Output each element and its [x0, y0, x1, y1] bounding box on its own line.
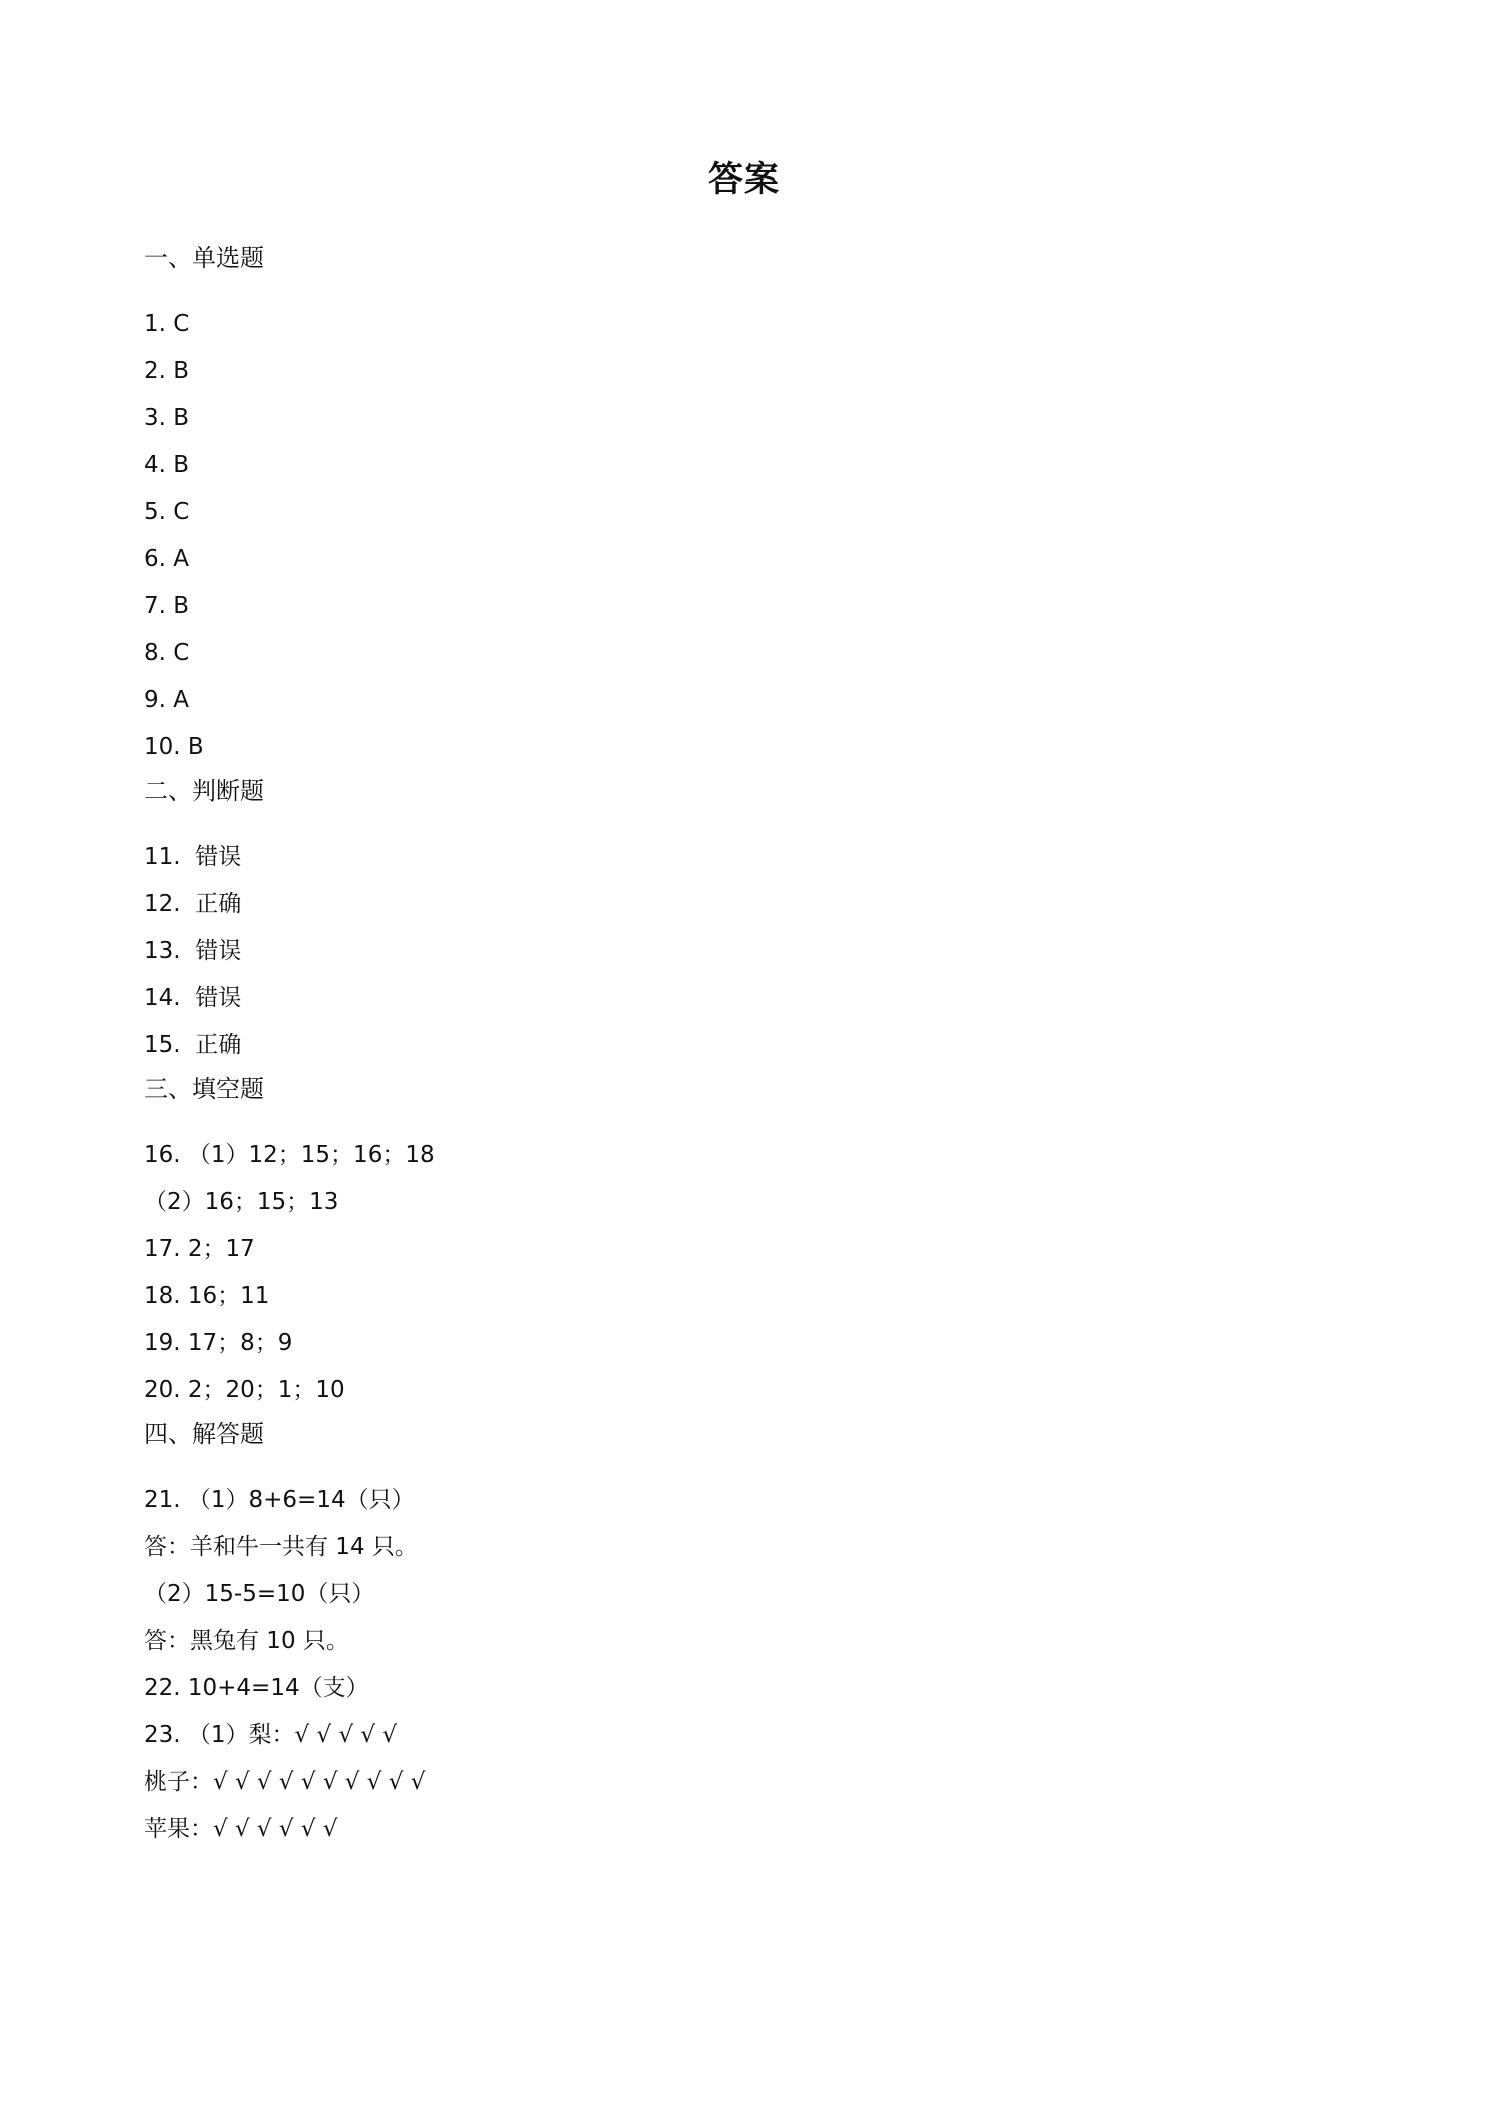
answer-line: 答：羊和牛一共有 14 只。 — [144, 1534, 418, 1560]
answer-line: 18. 16；11 — [144, 1283, 270, 1309]
answer-line: 19. 17；8；9 — [144, 1330, 293, 1356]
answer-line: 13. 错误 — [144, 938, 242, 964]
answer-line: 23. （1）梨：√ √ √ √ √ — [144, 1722, 398, 1748]
answer-line: （2）16；15；13 — [144, 1189, 339, 1215]
section-heading: 二、判断题 — [144, 777, 264, 805]
answer-line: 4. B — [144, 452, 190, 478]
section-heading: 四、解答题 — [144, 1420, 264, 1448]
answer-line: 17. 2；17 — [144, 1236, 255, 1262]
page-title: 答案 — [707, 159, 780, 200]
heading-gap — [144, 1109, 1344, 1132]
answer-line: 6. A — [144, 546, 189, 572]
answer-line: 1. C — [144, 311, 190, 337]
answer-line: 21. （1）8+6=14（只） — [144, 1487, 415, 1513]
answer-line: 9. A — [144, 687, 189, 713]
answer-line: 答：黑兔有 10 只。 — [144, 1628, 349, 1654]
answer-line: 15. 正确 — [144, 1032, 242, 1058]
section-heading: 一、单选题 — [144, 244, 264, 272]
answer-line: 2. B — [144, 358, 190, 384]
answer-line: （2）15-5=10（只） — [144, 1581, 375, 1607]
answer-line: 桃子：√ √ √ √ √ √ √ √ √ √ — [144, 1769, 426, 1795]
answer-line: 3. B — [144, 405, 190, 431]
answer-line: 14. 错误 — [144, 985, 242, 1011]
answer-line: 16. （1）12；15；16；18 — [144, 1142, 435, 1168]
answer-line: 5. C — [144, 499, 190, 525]
answer-line: 7. B — [144, 593, 190, 619]
section-solution — [144, 1414, 1344, 1853]
answer-line: 10. B — [144, 734, 204, 760]
section-true-false — [144, 771, 1344, 1069]
heading-gap — [144, 811, 1344, 834]
answer-line: 12. 正确 — [144, 891, 242, 917]
section-single-choice — [144, 238, 1344, 771]
heading-gap — [144, 1454, 1344, 1477]
answer-line: 苹果：√ √ √ √ √ √ — [144, 1816, 338, 1842]
answer-content — [144, 238, 1344, 1853]
heading-gap — [144, 278, 1344, 301]
answer-line: 8. C — [144, 640, 190, 666]
section-fill-in-blank — [144, 1069, 1344, 1414]
answer-line: 11. 错误 — [144, 844, 242, 870]
section-heading: 三、填空题 — [144, 1075, 264, 1103]
answer-line: 22. 10+4=14（支） — [144, 1675, 369, 1701]
answer-line: 20. 2；20；1；10 — [144, 1377, 345, 1403]
